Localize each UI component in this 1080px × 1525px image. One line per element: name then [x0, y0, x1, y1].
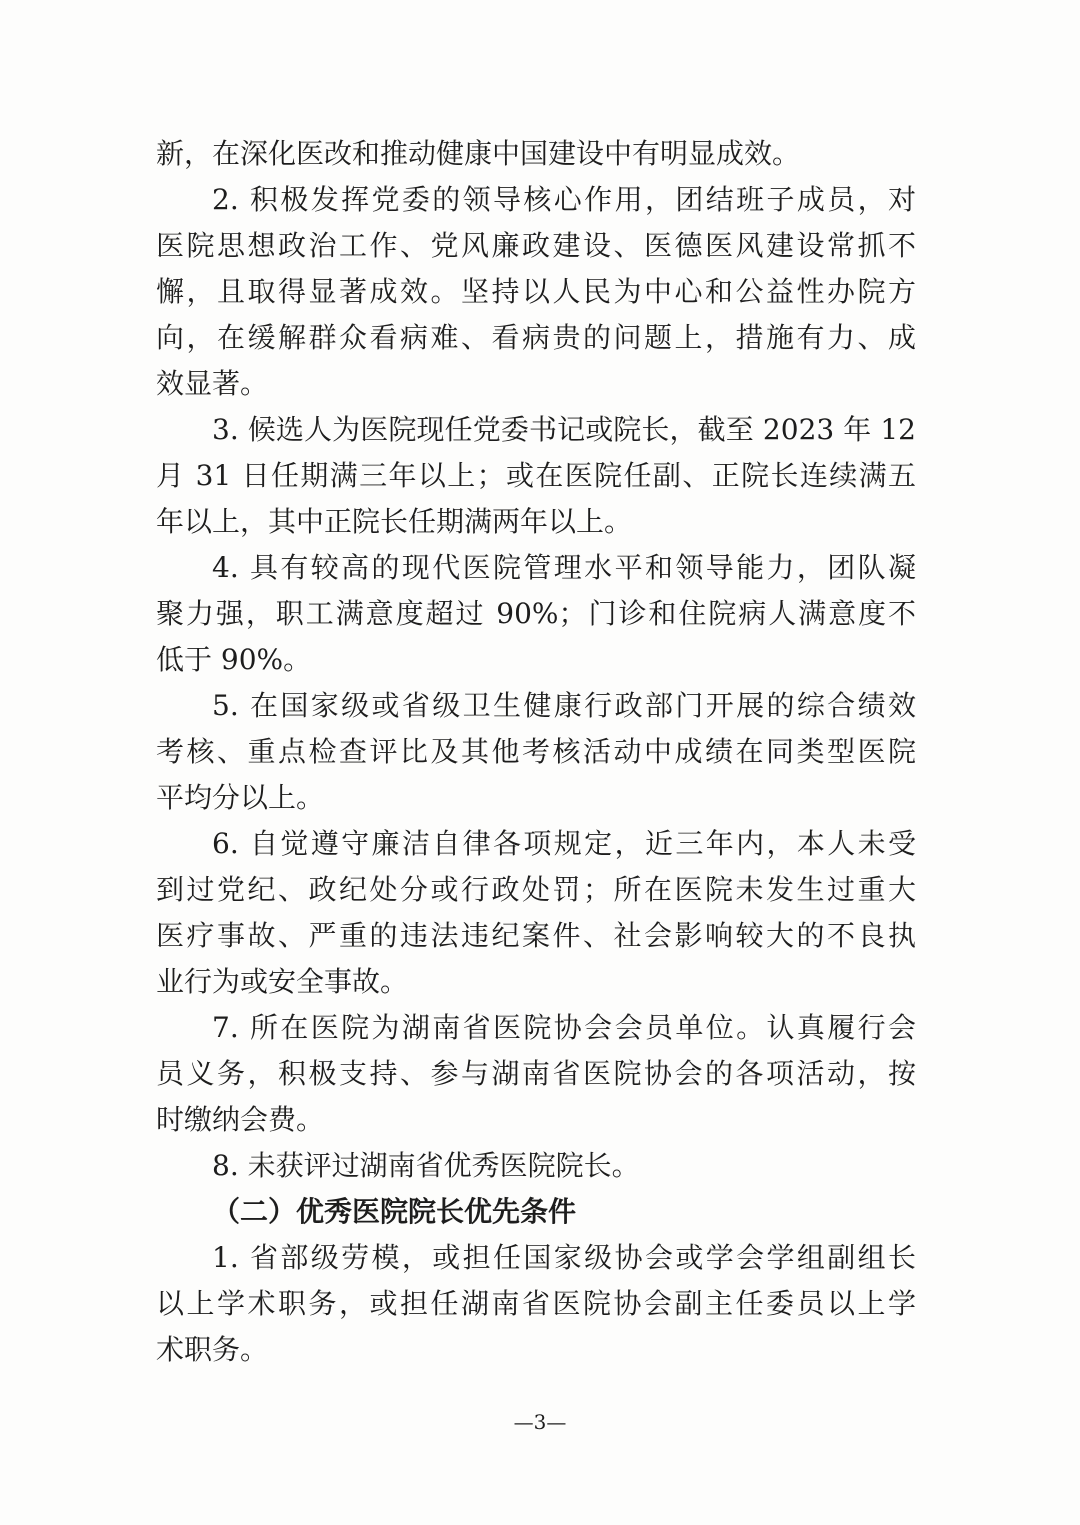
text-line-3: 医院思想政治工作、党风廉政建设、医德医风建设常抓不 [156, 229, 916, 262]
text-line-5: 向，在缓解群众看病难、看病贵的问题上，措施有力、成 [156, 321, 916, 354]
text-line-20: 7. 所在医院为湖南省医院协会会员单位。认真履行会 [212, 1011, 916, 1044]
text-line-2: 2. 积极发挥党委的领导核心作用，团结班子成员，对 [212, 183, 916, 216]
text-line-1: 新，在深化医改和推动健康中国建设中有明显成效。 [156, 137, 801, 170]
text-line-9: 年以上，其中正院长任期满两年以上。 [156, 505, 633, 538]
text-line-18: 医疗事故、严重的违法违纪案件、社会影响较大的不良执 [156, 919, 916, 952]
section-heading: （二）优秀医院院长优先条件 [212, 1195, 577, 1228]
text-line-25: 1. 省部级劳模，或担任国家级协会或学会学组副组长 [212, 1241, 916, 1274]
text-line-26: 以上学术职务，或担任湖南省医院协会副主任委员以上学 [156, 1287, 916, 1320]
text-line-14: 考核、重点检查评比及其他考核活动中成绩在同类型医院 [156, 735, 916, 768]
text-line-27: 术职务。 [156, 1333, 269, 1366]
text-line-7: 3. 候选人为医院现任党委书记或院长，截至 2023 年 12 [212, 413, 916, 446]
text-line-6: 效显著。 [156, 367, 269, 400]
text-line-11: 聚力强，职工满意度超过 90%；门诊和住院病人满意度不 [156, 597, 916, 630]
text-line-4: 懈，且取得显著成效。坚持以人民为中心和公益性办院方 [156, 275, 916, 308]
text-line-23: 8. 未获评过湖南省优秀医院院长。 [212, 1149, 640, 1182]
text-line-21: 员义务，积极支持、参与湖南省医院协会的各项活动，按 [156, 1057, 916, 1090]
text-line-16: 6. 自觉遵守廉洁自律各项规定，近三年内，本人未受 [212, 827, 916, 860]
text-line-8: 月 31 日任期满三年以上；或在医院任副、正院长连续满五 [156, 459, 916, 492]
page-number: —3— [513, 1410, 567, 1434]
text-line-15: 平均分以上。 [156, 781, 325, 814]
text-line-22: 时缴纳会费。 [156, 1103, 325, 1136]
text-line-10: 4. 具有较高的现代医院管理水平和领导能力，团队凝 [212, 551, 916, 584]
text-line-19: 业行为或安全事故。 [156, 965, 409, 998]
text-line-12: 低于 90%。 [156, 643, 312, 676]
text-line-17: 到过党纪、政纪处分或行政处罚；所在医院未发生过重大 [156, 873, 916, 906]
text-line-13: 5. 在国家级或省级卫生健康行政部门开展的综合绩效 [212, 689, 916, 722]
